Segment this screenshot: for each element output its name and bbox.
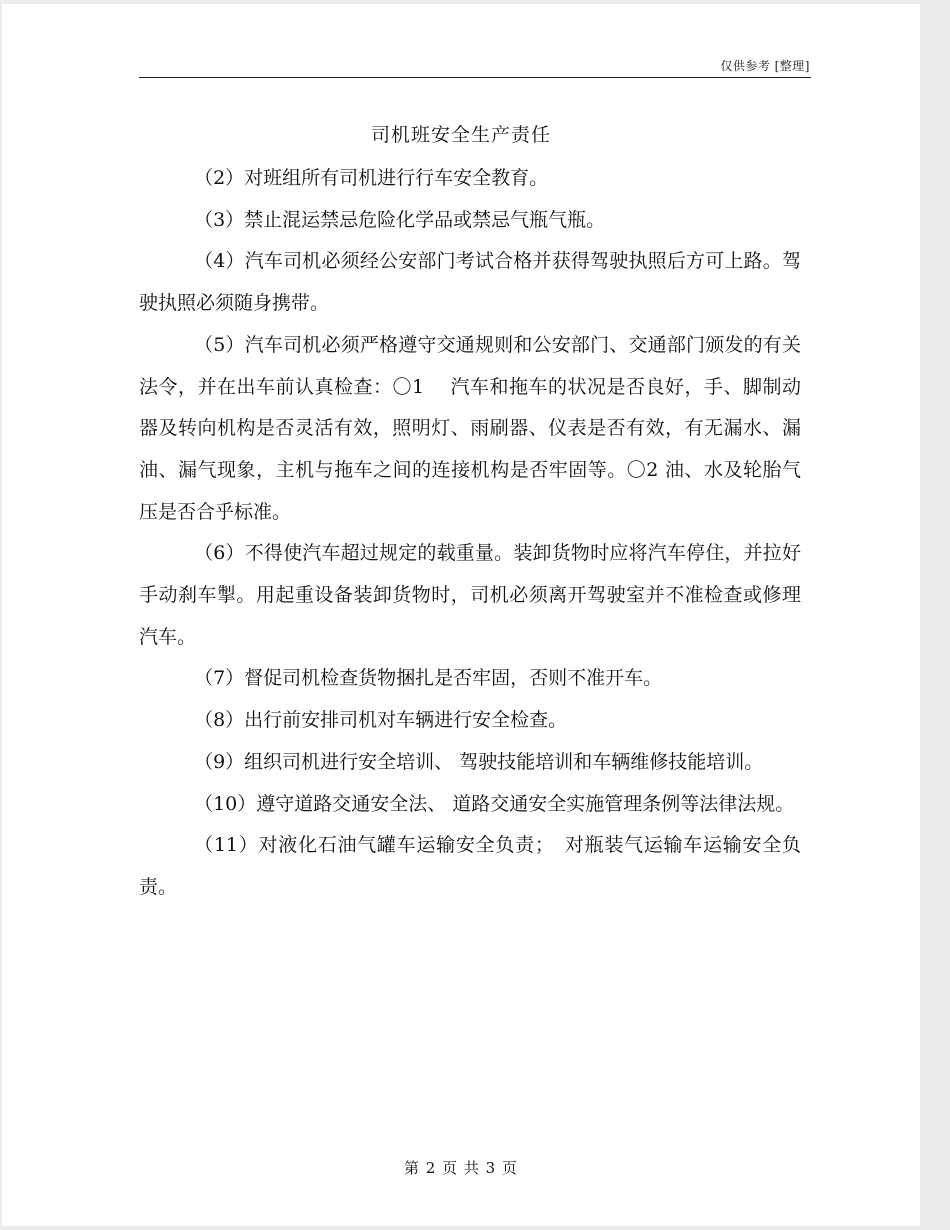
document-page [2, 4, 920, 1226]
document-body [139, 158, 801, 909]
paragraph: （3）禁止混运禁忌危险化学品或禁忌气瓶气瓶。 [194, 208, 606, 231]
header-rule [139, 77, 811, 78]
paragraph: （4）汽车司机必须经公安部门考试合格并获得驾驶执照后方可上路。驾驶执照必须随身携带。 [139, 250, 801, 315]
paragraph: （2）对班组所有司机进行行车安全教育。 [194, 167, 549, 189]
paragraph: （6）不得使汽车超过规定的载重量。装卸货物时应将汽车停住，并拉好手动刹车掣。用起重设备装卸货物时，司机必须离开驾驶室并不准检查或修理汽车。 [139, 542, 801, 648]
paragraph: （10）遵守道路交通安全法、 道路交通安全实施管理条例等法律法规。 [194, 792, 795, 815]
paragraph: （7）督促司机检查货物捆扎是否牢固，否则不准开车。 [194, 667, 663, 690]
page-number: 第 2 页 共 3 页 [404, 1159, 518, 1177]
document-title: 司机班安全生产责任 [370, 124, 551, 146]
paragraph: （8）出行前安排司机对车辆进行安全检查。 [194, 709, 568, 732]
paragraph: （5）汽车司机必须严格遵守交通规则和公安部门、交通部门颁发的有关法令，并在出车前认真检查：〇1 汽车和拖车的状况是否良好，手、脚制动器及转向机构是否灵活有效，照明灯、雨刷器、仪表是否有效，有无漏水、漏油、漏气现象，主机与拖车之间的连接机构是否牢固等。〇2 油、水及轮胎气压是否合乎标准。 [139, 333, 801, 523]
paragraph: （9）组织司机进行安全培训、 驾驶技能培训和车辆维修技能培训。 [194, 750, 764, 773]
paragraph: （11）对液化石油气罐车运输安全负责； 对瓶装气运输车运输安全负责。 [139, 834, 801, 898]
header-tag: 仅供参考 [整理] [720, 59, 810, 73]
